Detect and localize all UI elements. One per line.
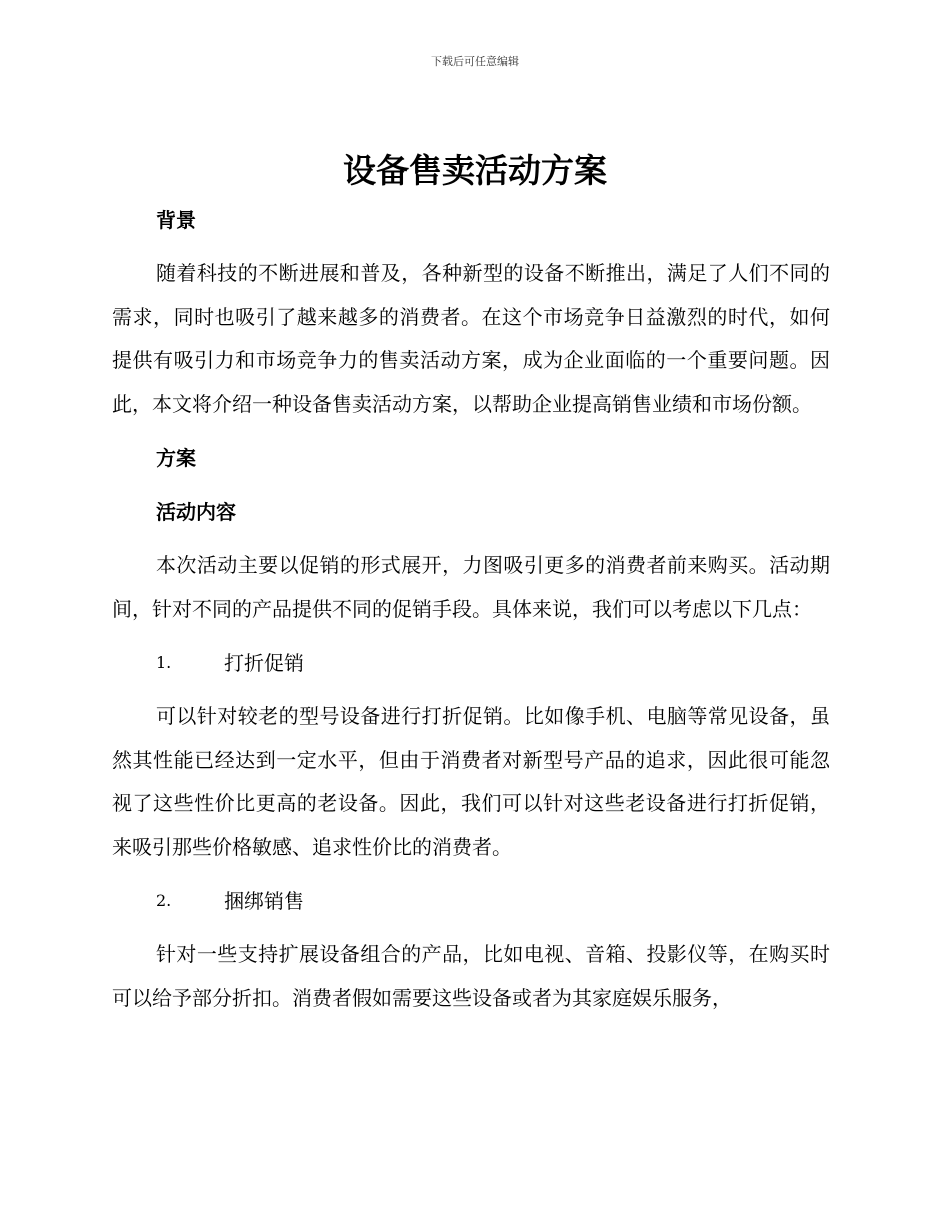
list-item-2 bbox=[112, 879, 830, 923]
bundle-paragraph: 针对一些支持扩展设备组合的产品，比如电视、音箱、投影仪等，在购买时可以给予部分折扣。消费者假如需要这些设备或者为其家庭娱乐服务， bbox=[112, 942, 830, 1010]
list-item-title: 打折促销 bbox=[224, 651, 304, 675]
section-heading-background: 背景 bbox=[156, 208, 196, 232]
section-heading-activity: 活动内容 bbox=[156, 500, 236, 524]
list-number: 1. bbox=[156, 653, 172, 672]
page-header: 下载后可任意编辑 bbox=[431, 55, 519, 68]
list-item-title: 捆绑销售 bbox=[224, 889, 304, 913]
activity-paragraph: 本次活动主要以促销的形式展开，力图吸引更多的消费者前来购买。活动期间，针对不同的产品提供不同的促销手段。具体来说，我们可以考虑以下几点： bbox=[112, 553, 830, 621]
list-item-1 bbox=[112, 641, 830, 685]
list-number: 2. bbox=[156, 891, 172, 910]
background-paragraph: 随着科技的不断进展和普及，各种新型的设备不断推出，满足了人们不同的需求，同时也吸引了越来越多的消费者。在这个市场竞争日益激烈的时代，如何提供有吸引力和市场竞争力的售卖活动方案，成为企业面临的一个重要问题。因此，本文将介绍一种设备售卖活动方案，以帮助企业提高销售业绩和市场份额。 bbox=[112, 261, 830, 416]
document-body bbox=[112, 198, 830, 1030]
discount-paragraph: 可以针对较老的型号设备进行打折促销。比如像手机、电脑等常见设备，虽然其性能已经达到一定水平，但由于消费者对新型号产品的追求，因此很可能忽视了这些性价比更高的老设备。因此，我们可以针对这些老设备进行打折促销，来吸引那些价格敏感、追求性价比的消费者。 bbox=[112, 704, 830, 859]
section-heading-plan: 方案 bbox=[156, 446, 196, 470]
document-title: 设备售卖活动方案 bbox=[343, 151, 607, 190]
